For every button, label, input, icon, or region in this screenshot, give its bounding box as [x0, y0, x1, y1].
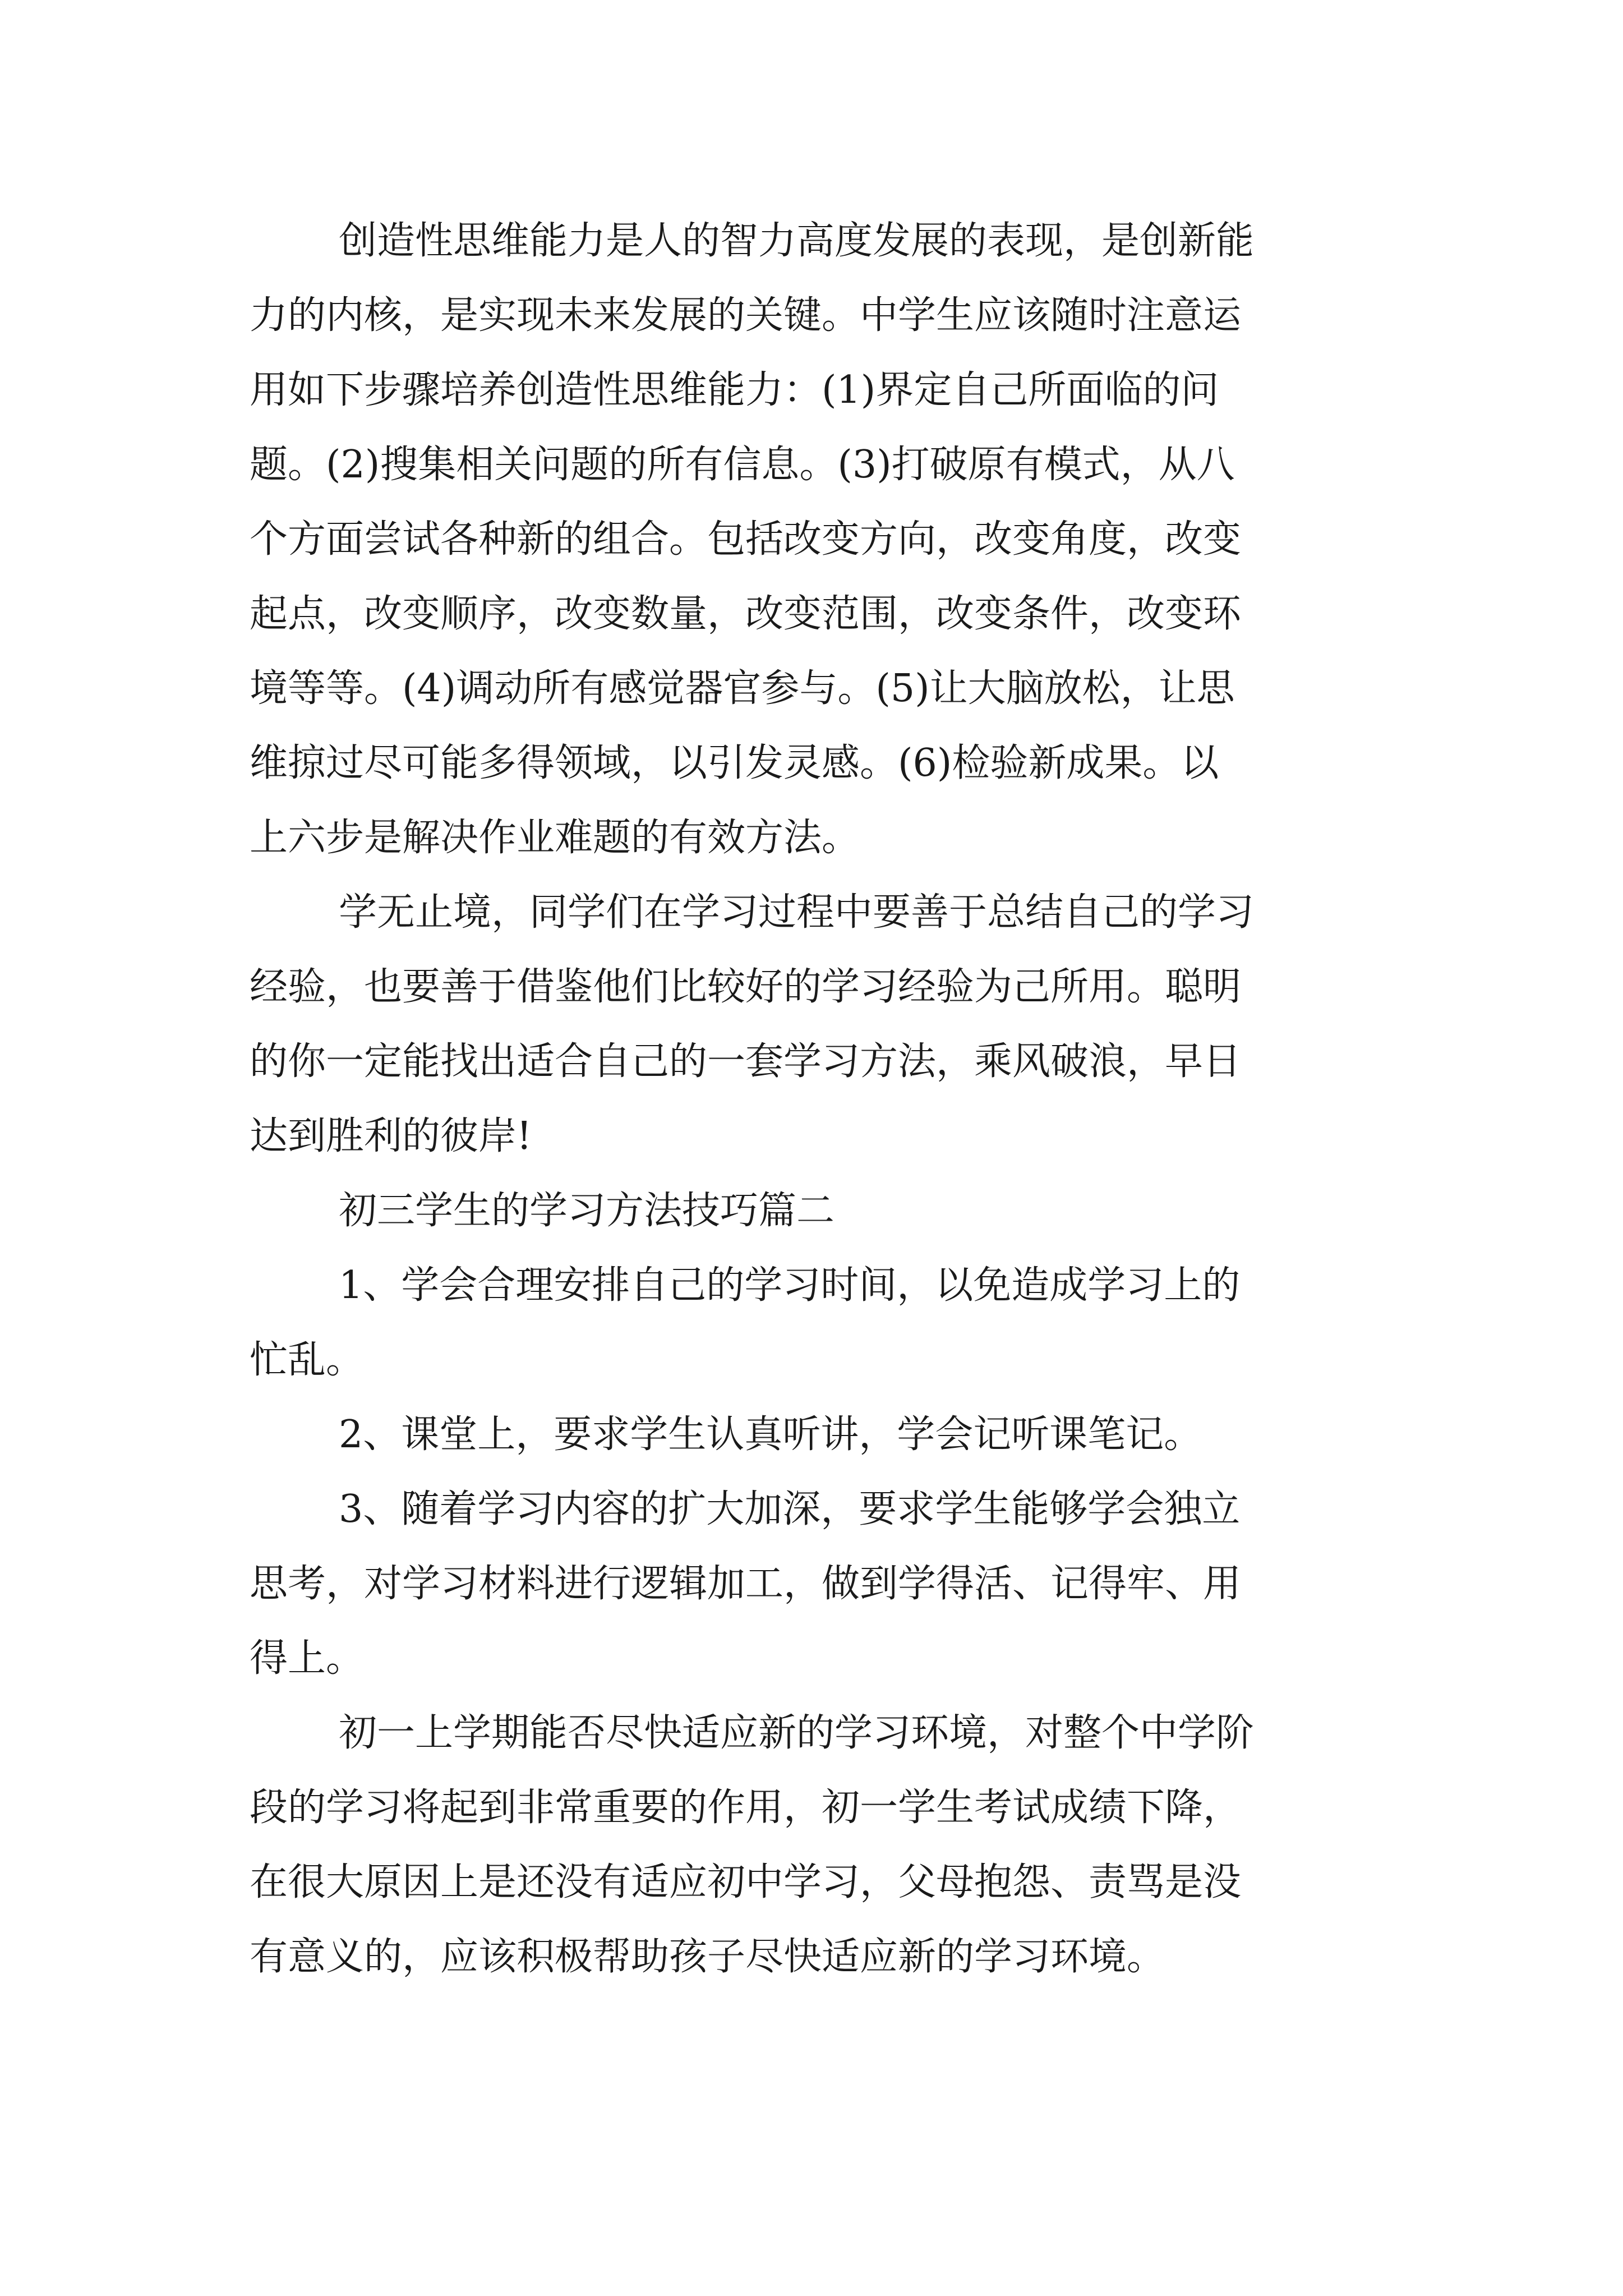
text-line: 的你一定能找出适合自己的一套学习方法，乘风破浪，早日 [250, 1039, 1242, 1084]
text-line: 经验，也要善于借鉴他们比较好的学习经验为己所用。聪明 [250, 965, 1242, 1009]
text-line: 段的学习将起到非常重要的作用，初一学生考试成绩下降， [250, 1786, 1242, 1830]
text-line: 忙乱。 [250, 1338, 365, 1382]
text-line: 起点，改变顺序，改变数量，改变范围，改变条件，改变环 [250, 592, 1242, 636]
section-heading: 初三学生的学习方法技巧篇二 [339, 1189, 835, 1233]
text-line: 用如下步骤培养创造性思维能力：(1)界定自己所面临的问 [250, 368, 1219, 412]
text-line: 初一上学期能否尽快适应新的学习环境，对整个中学阶 [339, 1711, 1255, 1755]
text-line: 有意义的，应该积极帮助孩子尽快适应新的学习环境。 [250, 1935, 1165, 1979]
text-line: 境等等。(4)调动所有感觉器官参与。(5)让大脑放松，让思 [250, 666, 1235, 711]
text-line: 3、随着学习内容的扩大加深，要求学生能够学会独立 [339, 1487, 1241, 1531]
text-line: 1、学会合理安排自己的学习时间，以免造成学习上的 [339, 1263, 1241, 1308]
text-line: 得上。 [250, 1636, 365, 1681]
text-line: 维掠过尽可能多得领域，以引发灵感。(6)检验新成果。以 [250, 741, 1219, 785]
text-line: 在很大原因上是还没有适应初中学习，父母抱怨、责骂是没 [250, 1860, 1242, 1904]
text-line: 达到胜利的彼岸! [250, 1114, 532, 1158]
text-line: 思考，对学习材料进行逻辑加工，做到学得活、记得牢、用 [250, 1562, 1242, 1606]
text-line: 2、课堂上，要求学生认真听讲，学会记听课笔记。 [339, 1412, 1202, 1457]
text-line: 创造性思维能力是人的智力高度发展的表现，是创新能 [339, 219, 1255, 263]
text-line: 上六步是解决作业难题的有效方法。 [250, 816, 860, 860]
text-line: 个方面尝试各种新的组合。包括改变方向，改变角度，改变 [250, 517, 1242, 562]
text-line: 题。(2)搜集相关问题的所有信息。(3)打破原有模式，从八 [250, 443, 1235, 487]
text-line: 力的内核，是实现未来发展的关键。中学生应该随时注意运 [250, 293, 1242, 338]
text-line: 学无止境，同学们在学习过程中要善于总结自己的学习 [339, 890, 1255, 935]
